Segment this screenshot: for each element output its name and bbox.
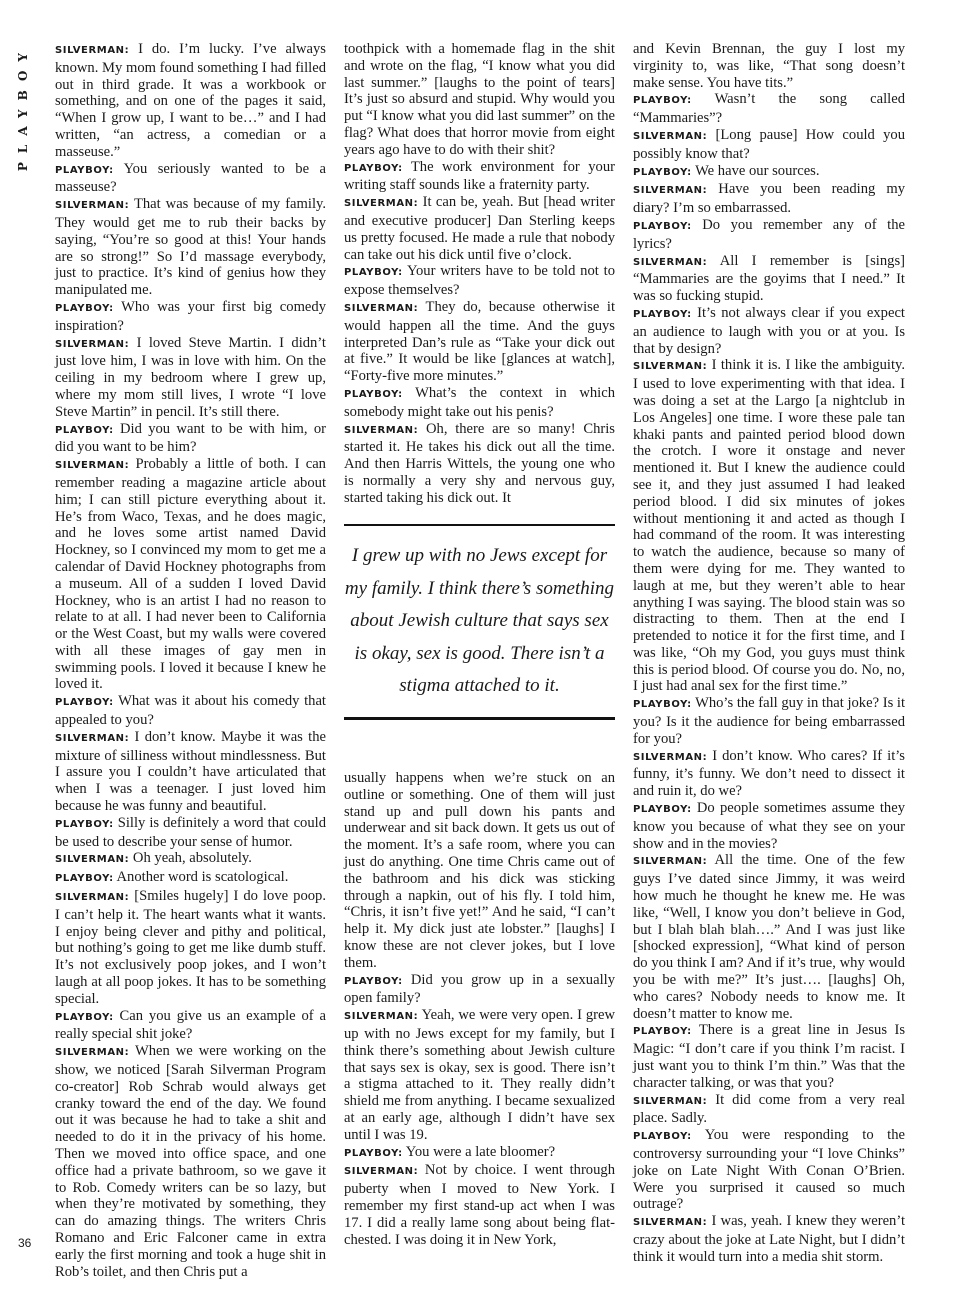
magazine-sidebar-title: PLAYBOY bbox=[16, 44, 30, 172]
interview-paragraph bbox=[344, 1144, 615, 1163]
paragraph-text: Did you want to be with him, or did you want to be him? bbox=[55, 420, 326, 456]
pull-quote-box bbox=[344, 524, 615, 720]
interview-paragraph bbox=[633, 41, 905, 91]
paragraph-text: Have you been reading my diary? I’m so embarrassed. bbox=[633, 181, 906, 217]
paragraph-text: Who’s the fall guy in that joke? Is it you? Is it the audience for being embarrassed for you? bbox=[633, 695, 906, 747]
paragraph-text: Probably a little of both. I can remember reading a magazine article about him; I can still picture everything about it. He’s from Waco, Texas, and he does magic, and he loves some artist named David Hockney, so I convinced my mom to get me a calendar of David Hockney photographs from a museum. All of a sudden I loved David Hockney, who is an artist I had no reason to relate to at all. I had never been to California or the West Coast, but my walls were covered with all these images of gay men in swimming pools. I loved it because I knew he loved it. bbox=[55, 456, 326, 693]
interview-paragraph bbox=[633, 305, 905, 357]
paragraph-text: All I remember is [sings] “Mammaries are the goyims that I need.” It was so fucking stupid. bbox=[633, 252, 905, 305]
interview-paragraph bbox=[55, 335, 326, 421]
interview-paragraph bbox=[55, 869, 326, 888]
paragraph-text: You were responding to the controversy surrounding your “I love Chinks” joke on Late Night With Conan O’Brien. Were you surprised it caused so much outrage? bbox=[633, 1127, 906, 1213]
speaker-label: PLAYBOY: bbox=[344, 1147, 403, 1159]
speaker-label: SILVERMAN: bbox=[633, 856, 708, 868]
interview-paragraph bbox=[55, 1043, 326, 1280]
interview-paragraph bbox=[633, 800, 905, 852]
interview-paragraph bbox=[344, 421, 615, 507]
interview-paragraph bbox=[344, 299, 615, 385]
speaker-label: PLAYBOY: bbox=[55, 873, 114, 885]
paragraph-text: Oh yeah, absolutely. bbox=[132, 850, 252, 867]
speaker-label: PLAYBOY: bbox=[633, 95, 692, 107]
interview-paragraph bbox=[633, 748, 905, 800]
speaker-label: PLAYBOY: bbox=[344, 162, 403, 174]
paragraph-text: Do you remember any of the lyrics? bbox=[633, 216, 905, 252]
interview-paragraph bbox=[55, 888, 326, 1008]
interview-paragraph bbox=[344, 41, 615, 159]
speaker-label: SILVERMAN: bbox=[633, 361, 708, 373]
speaker-label: PLAYBOY: bbox=[55, 1011, 114, 1023]
column-2-top bbox=[344, 41, 615, 507]
paragraph-text: I do. I’m lucky. I’ve always known. My mom found something I had filled out in third grade. It was a workbook or something, and on one of the pages it said, “When I grow up, I want to be…” and I had written, “an actress, a comedian or a masseuse.” bbox=[55, 41, 326, 160]
paragraph-text: There is a great line in Jesus Is Magic: “I don’t care if you think I’m racist. I just want you to think I’m thin.” Was that the character talking, or was that you? bbox=[633, 1022, 905, 1091]
speaker-label: SILVERMAN: bbox=[344, 1011, 419, 1023]
speaker-label: PLAYBOY: bbox=[633, 699, 692, 711]
speaker-label: PLAYBOY: bbox=[633, 804, 692, 816]
paragraph-text: I don’t know. Maybe it was the mixture of silliness without mindlessness. But I assure you I couldn’t have articulated that when I was a teenager. I just loved him because he was funny and beautiful. bbox=[55, 728, 326, 815]
interview-paragraph bbox=[344, 1007, 615, 1143]
speaker-label: SILVERMAN: bbox=[633, 751, 708, 763]
interview-paragraph bbox=[55, 729, 326, 815]
interview-paragraph bbox=[633, 1127, 905, 1213]
interview-paragraph bbox=[633, 1022, 905, 1091]
speaker-label: PLAYBOY: bbox=[55, 302, 114, 314]
paragraph-text: Can you give us an example of a really special shit joke? bbox=[55, 1007, 326, 1043]
interview-paragraph bbox=[55, 850, 326, 869]
paragraph-text: Yeah, we were very open. I grew up with no Jews except for my family, but I think there’s something about Jewish culture that says sex is okay, sex is good. There isn’t a stigma attached to it. They really didn’t shield me from anything. I became sexualized at an early age, although I didn’t have sex until I was 19. bbox=[344, 1007, 615, 1143]
pull-quote: I grew up with no Jews except for my family. I think there’s something about Jewish culture that says sex is okay, sex is good. There isn’t a stigma attached to it. bbox=[344, 545, 615, 696]
speaker-label: SILVERMAN: bbox=[633, 256, 708, 268]
paragraph-text: It did come from a very real place. Sadly. bbox=[633, 1091, 906, 1127]
page-number: 36 bbox=[18, 1236, 32, 1250]
paragraph-text: Not by choice. I went through puberty when I moved to New York. I remember my first stand-up act when I was 17. I did a really lame song about being flat-chested. I was doing it in New York, bbox=[344, 1162, 615, 1248]
speaker-label: SILVERMAN: bbox=[633, 1217, 708, 1229]
speaker-label: SILVERMAN: bbox=[633, 130, 708, 142]
speaker-label: PLAYBOY: bbox=[633, 1131, 692, 1143]
speaker-label: SILVERMAN: bbox=[55, 338, 130, 350]
interview-paragraph bbox=[633, 253, 905, 305]
interview-paragraph bbox=[633, 217, 905, 253]
interview-paragraph bbox=[344, 263, 615, 299]
paragraph-text: Wasn’t the song called “Mammaries”? bbox=[633, 91, 905, 127]
interview-paragraph bbox=[344, 1162, 615, 1248]
speaker-label: SILVERMAN: bbox=[633, 1095, 708, 1107]
speaker-label: SILVERMAN: bbox=[633, 185, 708, 197]
interview-paragraph bbox=[344, 194, 615, 263]
interview-paragraph bbox=[55, 693, 326, 729]
paragraph-text: [Smiles hugely] I do love poop. I can’t help it. The heart wants what it wants. I enjoy being clever and pithy and political, but nothing’s going to get me like dumb stuff. It’s not exclusively poop jokes, and I won’t laugh at all poop jokes. It has to be something special. bbox=[55, 888, 326, 1007]
paragraph-text: It’s not always clear if you expect an audience to laugh with you or at you. Is that by design? bbox=[633, 304, 905, 357]
speaker-label: SILVERMAN: bbox=[344, 1166, 419, 1178]
paragraph-text: That was because of my family. They would get me to rub their backs by saying, “You’re so good at this! Your hands are so strong!” So I’d massage everybody, just to practice. It’s kind of genius how they manipulated me. bbox=[55, 196, 326, 299]
paragraph-text: I don’t know. Who cares? If it’s funny, it’s funny. We don’t need to dissect it and ruin it, do we? bbox=[633, 747, 905, 800]
paragraph-text: I loved Steve Martin. I didn’t just love him, I was in love with him. On the ceiling in my bedroom where I grew up, where my mom still lives, I wrote “I love Steve Martin” in pencil. It’s still there. bbox=[55, 334, 326, 420]
speaker-label: SILVERMAN: bbox=[55, 854, 130, 866]
paragraph-text: I was, yeah. I knew they weren’t crazy about the joke at Late Night, but I didn’t think it would turn into a media shit storm. bbox=[633, 1213, 905, 1265]
speaker-label: PLAYBOY: bbox=[633, 166, 692, 178]
paragraph-text: When we were working on the show, we noticed [Sarah Silverman Program co-creator] Rob Schrab would always get cranky toward the end of the day. We found out it was because he had to take a shit and needed to do it in the privacy of his home. Then we moved into office space, and one office had a private bathroom, so we gave it to Rob. Comedy writers can be so lazy, but when they’re motivated by something, they can do amazing things. The writers Chris Romano and Eric Falconer came in extra early the first morning and took a huge shit in Rob’s toilet, and then Chris put a bbox=[55, 1043, 326, 1280]
speaker-label: PLAYBOY: bbox=[633, 220, 692, 232]
speaker-label: SILVERMAN: bbox=[344, 424, 419, 436]
paragraph-text: You seriously wanted to be a masseuse? bbox=[55, 160, 326, 196]
column-1 bbox=[55, 41, 326, 1280]
paragraph-text: Silly is definitely a word that could be used to describe your sense of humor. bbox=[55, 814, 326, 850]
interview-paragraph bbox=[633, 852, 905, 1022]
interview-paragraph bbox=[633, 357, 905, 695]
interview-paragraph bbox=[55, 161, 326, 197]
interview-paragraph bbox=[633, 1213, 905, 1265]
speaker-label: PLAYBOY: bbox=[55, 818, 114, 830]
paragraph-text: and Kevin Brennan, the guy I lost my virginity to, was like, “That song doesn’t make sense. You have tits.” bbox=[633, 41, 905, 91]
paragraph-text: Your writers have to be told not to expose themselves? bbox=[344, 263, 615, 299]
interview-paragraph bbox=[633, 1092, 905, 1128]
paragraph-text: Oh, there are so many! Chris started it. He takes his dick out all the time. And then Harris Wittels, the young one who is normally a very shy and nervous guy, started taking his dick out. It bbox=[344, 420, 615, 506]
paragraph-text: All the time. One of the few guys I’ve dated since Jimmy, it was weird how much he thought he knew me. He was like, “Well, I know you don’t believe in God, but I blah blah blah….” And I was just like [shocked expression], “What kind of person do you think I am? And if it’s true, why would you be with me?” It’s just…. [laughs] Oh, who cares? Nobody needs to know me. It doesn’t matter to know me. bbox=[633, 852, 906, 1022]
speaker-label: SILVERMAN: bbox=[55, 732, 130, 744]
speaker-label: SILVERMAN: bbox=[55, 200, 130, 212]
paragraph-text: We have our sources. bbox=[695, 162, 820, 179]
speaker-label: SILVERMAN: bbox=[55, 892, 130, 904]
column-3 bbox=[633, 41, 905, 1266]
interview-paragraph bbox=[633, 127, 905, 163]
interview-paragraph bbox=[633, 181, 905, 217]
paragraph-text: They do, because otherwise it would happen all the time. And the guys interpreted Dan’s rule as “Take your dick out at five.” It would be like [glances at watch], “Forty-five more minutes.” bbox=[344, 298, 615, 385]
paragraph-text: You were a late bloomer? bbox=[405, 1143, 556, 1160]
column-2-bottom bbox=[344, 770, 615, 1248]
paragraph-text: toothpick with a homemade flag in the shit and wrote on the flag, “I know what you did last summer.” [laughs to the point of tears] It’s just so absurd and stupid. Why would you put “I know what you did last summer” on the flag? What does that horror movie from eight years ago have to do with their shit? bbox=[344, 41, 615, 158]
paragraph-text: Another word is scatological. bbox=[116, 869, 289, 886]
speaker-label: PLAYBOY: bbox=[55, 164, 114, 176]
interview-paragraph bbox=[344, 385, 615, 421]
paragraph-text: What’s the context in which somebody might take out his penis? bbox=[344, 384, 616, 420]
speaker-label: PLAYBOY: bbox=[344, 388, 403, 400]
paragraph-text: [Long pause] How could you possibly know that? bbox=[633, 126, 905, 162]
interview-paragraph bbox=[633, 695, 905, 747]
speaker-label: SILVERMAN: bbox=[55, 460, 130, 472]
interview-paragraph bbox=[633, 163, 905, 182]
interview-paragraph bbox=[55, 421, 326, 457]
interview-paragraph bbox=[55, 299, 326, 335]
speaker-label: PLAYBOY: bbox=[633, 1026, 692, 1038]
speaker-label: PLAYBOY: bbox=[55, 424, 114, 436]
speaker-label: SILVERMAN: bbox=[55, 45, 130, 56]
speaker-label: SILVERMAN: bbox=[344, 302, 419, 314]
interview-paragraph bbox=[344, 159, 615, 195]
paragraph-text: usually happens when we’re stuck on an outline or something. One of them will just stand up and pull down his pants and underwear and sit back down. It gets us out of the moment. It’s a safe room, where you can just do anything. One time Chris came out of the bathroom and his dick was sticking through a napkin, out of his fly. I told him, “Chris, it isn’t five yet!” And he said, “I can’t help it. My dick just ate lobster.” [laughs] I know these are not clever jokes, but I love them. bbox=[344, 770, 615, 971]
interview-paragraph bbox=[55, 196, 326, 299]
speaker-label: PLAYBOY: bbox=[633, 308, 692, 320]
interview-paragraph bbox=[55, 456, 326, 693]
interview-paragraph bbox=[55, 815, 326, 851]
paragraph-text: I think it is. I like the ambiguity. I used to love experimenting with that idea. I was doing a set at the Largo [a nightclub in Los Angeles] one time. I wore these pale tan khaki pants and painted period blood down the crotch. I wore it onstage and never mentioned it. But I knew the audience could see it, and they just assumed I had leaked period blood. I did six minutes of jokes without mentioning it and acted as though I had command of the room. It was interesting to watch the audience, because so many of them were dying for me. They wanted to laugh at me, but they weren’t able to hear anything I was saying. The blood stain was so distracting to them. Then at the end I pretended to notice it for the first time, and I was like, “Oh my God, you guys must think this is period blood. Of course you do. No, no, I just had anal sex for the first time.” bbox=[633, 357, 905, 695]
speaker-label: SILVERMAN: bbox=[55, 1047, 130, 1059]
paragraph-text: Who was your first big comedy inspiration? bbox=[55, 298, 326, 334]
paragraph-text: The work environment for your writing staff sounds like a fraternity party. bbox=[344, 158, 615, 194]
interview-paragraph bbox=[344, 770, 615, 972]
paragraph-text: What was it about his comedy that appealed to you? bbox=[55, 693, 326, 729]
speaker-label: PLAYBOY: bbox=[344, 975, 403, 987]
paragraph-text: Did you grow up in a sexually open family? bbox=[344, 971, 615, 1007]
interview-paragraph bbox=[55, 41, 326, 161]
interview-paragraph bbox=[344, 972, 615, 1008]
speaker-label: PLAYBOY: bbox=[344, 267, 403, 279]
pull-quote-rule-bottom bbox=[344, 717, 615, 720]
interview-paragraph bbox=[633, 91, 905, 127]
paragraph-text: Do people sometimes assume they know you because of what they see on your show and in the movies? bbox=[633, 800, 905, 852]
interview-paragraph bbox=[55, 1008, 326, 1044]
speaker-label: SILVERMAN: bbox=[344, 198, 419, 210]
pull-quote-rule-top bbox=[344, 524, 615, 526]
speaker-label: PLAYBOY: bbox=[55, 697, 114, 709]
paragraph-text: It can be, yeah. But [head writer and executive producer] Dan Sterling keeps us pretty focused. He made a rule that nobody can take out his dick until five o’clock. bbox=[344, 194, 615, 263]
